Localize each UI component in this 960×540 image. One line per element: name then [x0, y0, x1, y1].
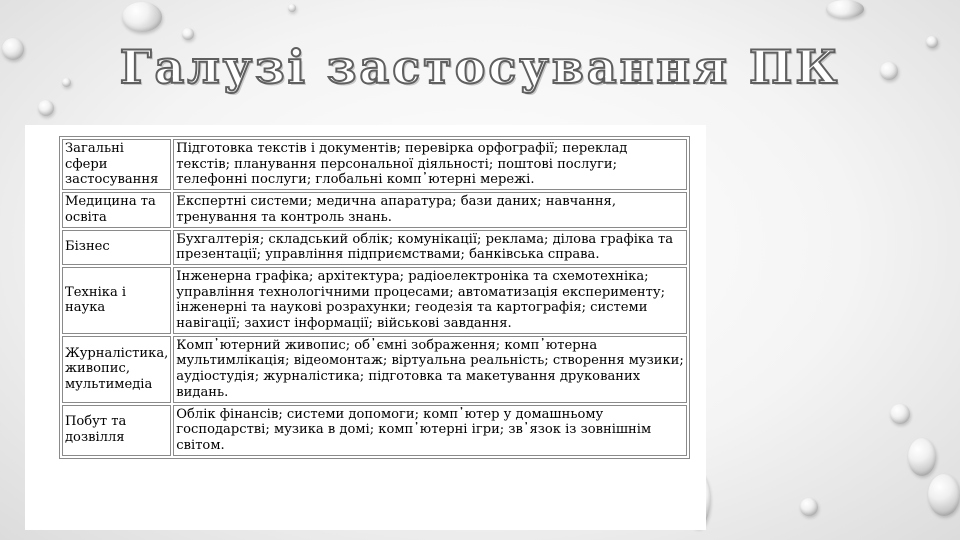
area-cell: Техніка і наука: [62, 267, 171, 334]
water-drop-decoration: [122, 2, 162, 32]
table-row: [62, 267, 687, 334]
water-drop-decoration: [182, 28, 194, 40]
water-drop-decoration: [928, 474, 960, 516]
area-cell: Медицина та освіта: [62, 192, 171, 227]
water-drop-decoration: [826, 0, 864, 18]
table-row: [62, 230, 687, 265]
slide-title: Галузі застосування ПК: [119, 40, 841, 94]
uses-cell: Бухгалтерія; складський облік; комунікації; реклама; ділова графіка та презентації; управління підприємствами; банківська справа.: [173, 230, 687, 265]
content-panel: [25, 125, 706, 530]
table-row: [62, 336, 687, 403]
water-drop-decoration: [908, 438, 936, 476]
table-row: [62, 405, 687, 456]
area-cell: Бізнес: [62, 230, 171, 265]
water-drop-decoration: [288, 4, 296, 12]
water-drop-decoration: [38, 100, 54, 116]
applications-table: [59, 136, 690, 459]
uses-cell: Експертні системи; медична апаратура; бази даних; навчання, тренування та контроль знань.: [173, 192, 687, 227]
water-drop-decoration: [800, 498, 818, 516]
water-drop-decoration: [890, 404, 910, 424]
area-cell: Журналістика, живопис, мультимедіа: [62, 336, 171, 403]
uses-cell: Інженерна графіка; архітектура; радіоелектроніка та схемотехніка; управління технологічними процесами; автоматизація експерименту; інженерні та наукові розрахунки; геодезія та картографія; системи навігації; захист інформації; військові завдання.: [173, 267, 687, 334]
area-cell: Побут та дозвілля: [62, 405, 171, 456]
table-row: [62, 139, 687, 190]
uses-cell: Підготовка текстів і документів; перевірка орфографії; переклад текстів; планування персональної діяльності; поштові послуги; телефонні послуги; глобальні комп᾽ютерні мережі.: [173, 139, 687, 190]
table-row: [62, 192, 687, 227]
uses-cell: Комп᾽ютерний живопис; об᾽ємні зображення; комп᾽ютерна мультимлікація; відеомонтаж; віртуальна реальність; створення музики; аудіостудія; журналістика; підготовка та макетування друкованих видань.: [173, 336, 687, 403]
uses-cell: Облік фінансів; системи допомоги; комп᾽ютер у домашньому господарстві; музика в домі; комп᾽ютерні ігри; зв᾽язок із зовнішнім світом.: [173, 405, 687, 456]
area-cell: Загальні сфери застосування: [62, 139, 171, 190]
